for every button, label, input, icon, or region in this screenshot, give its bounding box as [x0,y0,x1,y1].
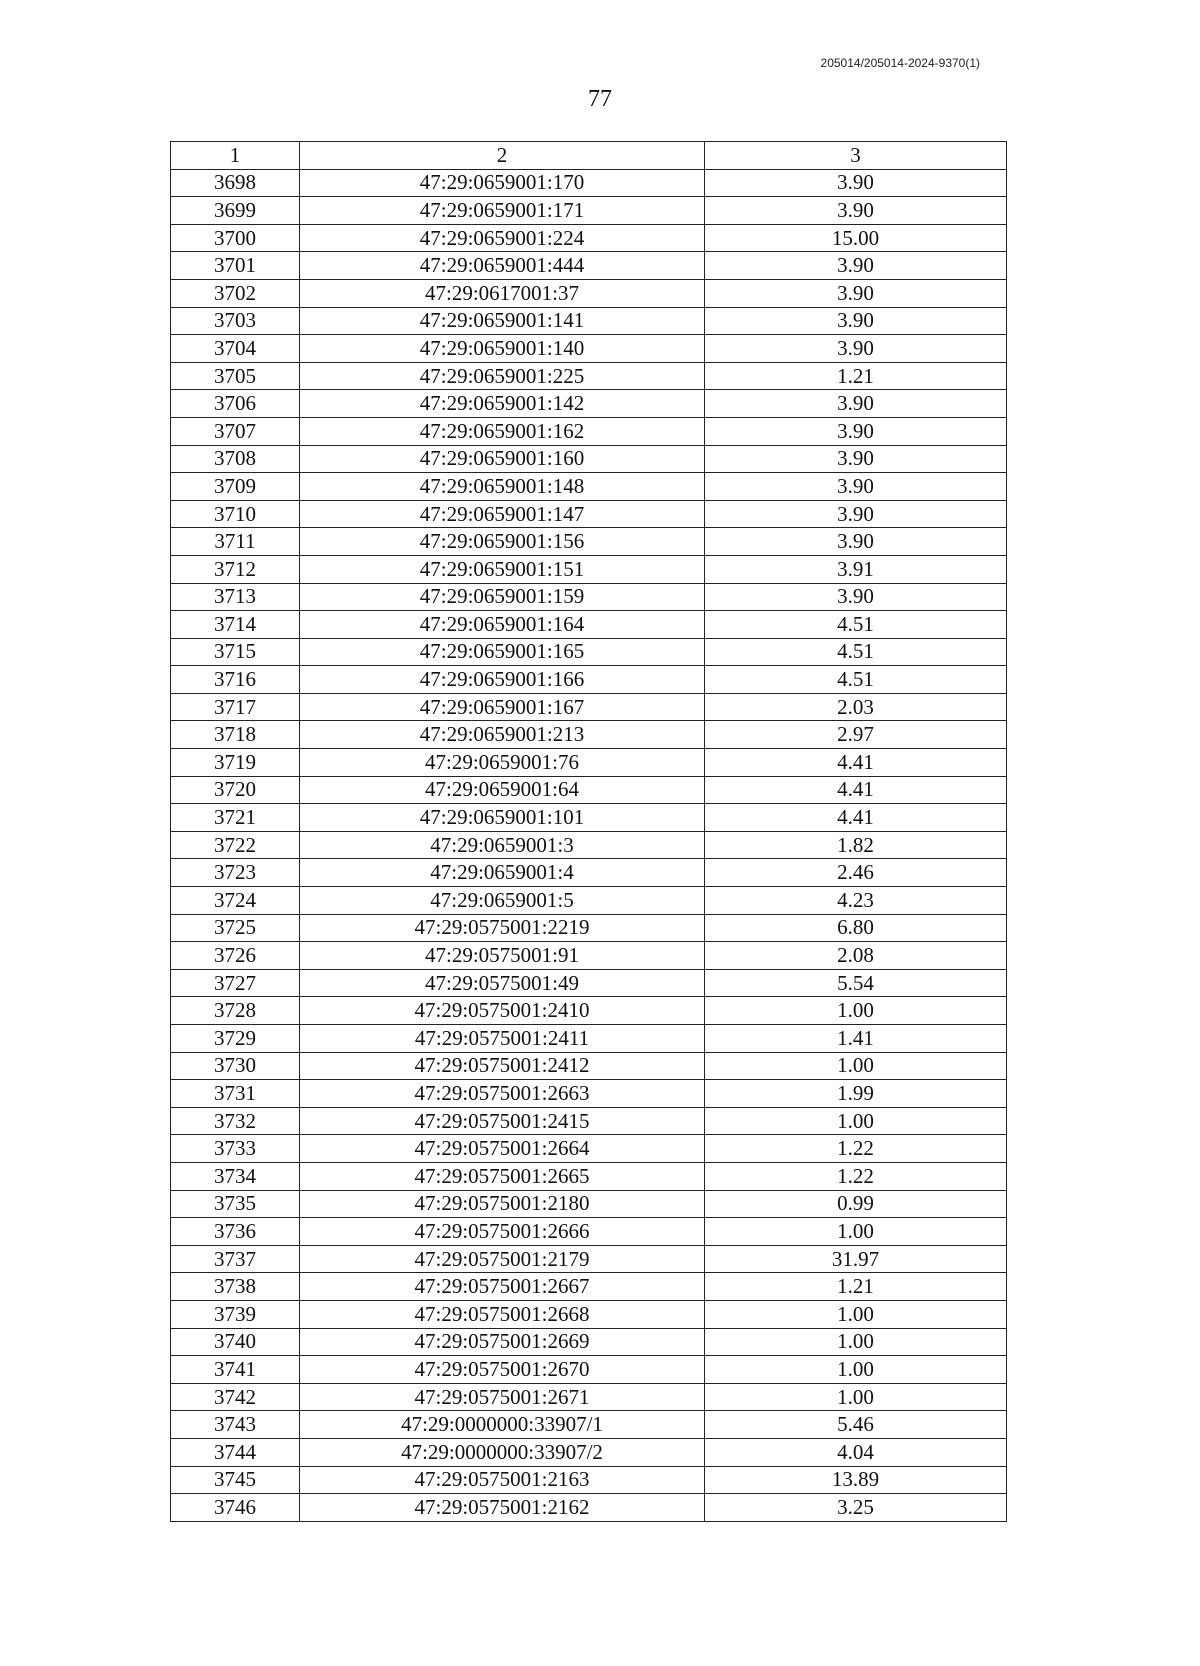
cadastral-number-cell: 47:29:0575001:2219 [300,914,705,942]
cadastral-number-cell: 47:29:0575001:2411 [300,1025,705,1053]
table-row [171,666,1007,694]
row-number-cell: 3717 [171,693,300,721]
header-row [171,142,1007,170]
table-row [171,1190,1007,1218]
cadastral-number-cell: 47:29:0659001:225 [300,362,705,390]
cadastral-number-cell: 47:29:0659001:160 [300,445,705,473]
table-row [171,638,1007,666]
value-cell: 3.91 [705,555,1007,583]
table-row [171,1328,1007,1356]
cadastral-number-cell: 47:29:0575001:2415 [300,1107,705,1135]
row-number-cell: 3721 [171,804,300,832]
table-row [171,224,1007,252]
cadastral-number-cell: 47:29:0575001:2663 [300,1080,705,1108]
value-cell: 3.90 [705,335,1007,363]
row-number-cell: 3703 [171,307,300,335]
table-row [171,169,1007,197]
value-cell: 3.90 [705,417,1007,445]
row-number-cell: 3715 [171,638,300,666]
row-number-cell: 3720 [171,776,300,804]
cadastral-number-cell: 47:29:0575001:2412 [300,1052,705,1080]
row-number-cell: 3707 [171,417,300,445]
row-number-cell: 3724 [171,887,300,915]
cadastral-number-cell: 47:29:0575001:2671 [300,1383,705,1411]
value-cell: 4.51 [705,666,1007,694]
cadastral-number-cell: 47:29:0575001:2162 [300,1494,705,1522]
value-cell: 15.00 [705,224,1007,252]
row-number-cell: 3739 [171,1300,300,1328]
table-row [171,1494,1007,1522]
row-number-cell: 3735 [171,1190,300,1218]
value-cell: 5.46 [705,1411,1007,1439]
row-number-cell: 3723 [171,859,300,887]
table-row [171,1162,1007,1190]
row-number-cell: 3704 [171,335,300,363]
table-row [171,1438,1007,1466]
table-row [171,831,1007,859]
row-number-cell: 3727 [171,969,300,997]
cadastral-number-cell: 47:29:0659001:64 [300,776,705,804]
cadastral-number-cell: 47:29:0659001:170 [300,169,705,197]
value-cell: 2.03 [705,693,1007,721]
row-number-cell: 3741 [171,1356,300,1384]
table-body [171,169,1007,1521]
cadastral-number-cell: 47:29:0659001:142 [300,390,705,418]
value-cell: 1.82 [705,831,1007,859]
table-row [171,1300,1007,1328]
cadastral-number-cell: 47:29:0659001:444 [300,252,705,280]
table-row [171,1080,1007,1108]
cadastral-number-cell: 47:29:0575001:2669 [300,1328,705,1356]
value-cell: 5.54 [705,969,1007,997]
value-cell: 3.25 [705,1494,1007,1522]
cadastral-number-cell: 47:29:0659001:167 [300,693,705,721]
row-number-cell: 3713 [171,583,300,611]
row-number-cell: 3733 [171,1135,300,1163]
value-cell: 2.46 [705,859,1007,887]
row-number-cell: 3746 [171,1494,300,1522]
value-cell: 1.22 [705,1135,1007,1163]
cadastral-number-cell: 47:29:0659001:213 [300,721,705,749]
value-cell: 3.90 [705,390,1007,418]
cadastral-number-cell: 47:29:0659001:3 [300,831,705,859]
value-cell: 0.99 [705,1190,1007,1218]
cadastral-number-cell: 47:29:0575001:2664 [300,1135,705,1163]
cadastral-number-cell: 47:29:0659001:140 [300,335,705,363]
row-number-cell: 3745 [171,1466,300,1494]
table-row [171,914,1007,942]
row-number-cell: 3700 [171,224,300,252]
table-row [171,1356,1007,1384]
table-row [171,1025,1007,1053]
value-cell: 31.97 [705,1245,1007,1273]
cadastral-number-cell: 47:29:0659001:162 [300,417,705,445]
table-row [171,942,1007,970]
row-number-cell: 3728 [171,997,300,1025]
table-row [171,528,1007,556]
cadastral-number-cell: 47:29:0659001:5 [300,887,705,915]
row-number-cell: 3730 [171,1052,300,1080]
row-number-cell: 3706 [171,390,300,418]
value-cell: 1.00 [705,997,1007,1025]
cadastral-number-cell: 47:29:0659001:4 [300,859,705,887]
cadastral-number-cell: 47:29:0659001:151 [300,555,705,583]
row-number-cell: 3740 [171,1328,300,1356]
value-cell: 13.89 [705,1466,1007,1494]
value-cell: 3.90 [705,197,1007,225]
value-cell: 2.97 [705,721,1007,749]
row-number-cell: 3708 [171,445,300,473]
column-header-3: 3 [705,142,1007,170]
page-number: 77 [588,86,612,112]
table-row [171,197,1007,225]
value-cell: 1.22 [705,1162,1007,1190]
row-number-cell: 3731 [171,1080,300,1108]
column-header-1: 1 [171,142,300,170]
value-cell: 1.41 [705,1025,1007,1053]
row-number-cell: 3729 [171,1025,300,1053]
value-cell: 4.41 [705,776,1007,804]
row-number-cell: 3742 [171,1383,300,1411]
value-cell: 3.90 [705,252,1007,280]
table-row [171,611,1007,639]
cadastral-number-cell: 47:29:0659001:76 [300,749,705,777]
table-row [171,1245,1007,1273]
row-number-cell: 3698 [171,169,300,197]
value-cell: 3.90 [705,279,1007,307]
table-row [171,362,1007,390]
row-number-cell: 3699 [171,197,300,225]
cadastral-number-cell: 47:29:0659001:224 [300,224,705,252]
row-number-cell: 3736 [171,1218,300,1246]
row-number-cell: 3737 [171,1245,300,1273]
value-cell: 4.04 [705,1438,1007,1466]
value-cell: 1.00 [705,1300,1007,1328]
row-number-cell: 3725 [171,914,300,942]
table-row [171,997,1007,1025]
table-row [171,252,1007,280]
cadastral-number-cell: 47:29:0575001:2180 [300,1190,705,1218]
table-row [171,555,1007,583]
cadastral-number-cell: 47:29:0575001:2665 [300,1162,705,1190]
table-row [171,583,1007,611]
cadastral-number-cell: 47:29:0659001:147 [300,500,705,528]
table-row [171,721,1007,749]
value-cell: 1.00 [705,1052,1007,1080]
cadastral-number-cell: 47:29:0575001:2667 [300,1273,705,1301]
value-cell: 1.99 [705,1080,1007,1108]
table-row [171,390,1007,418]
row-number-cell: 3732 [171,1107,300,1135]
cadastral-number-cell: 47:29:0659001:166 [300,666,705,694]
row-number-cell: 3726 [171,942,300,970]
cadastral-number-cell: 47:29:0659001:141 [300,307,705,335]
row-number-cell: 3743 [171,1411,300,1439]
column-header-2: 2 [300,142,705,170]
row-number-cell: 3710 [171,500,300,528]
cadastral-number-cell: 47:29:0575001:2666 [300,1218,705,1246]
table-row [171,500,1007,528]
value-cell: 3.90 [705,500,1007,528]
table-row [171,279,1007,307]
value-cell: 4.23 [705,887,1007,915]
row-number-cell: 3702 [171,279,300,307]
cadastral-number-cell: 47:29:0575001:2410 [300,997,705,1025]
value-cell: 1.00 [705,1356,1007,1384]
cadastral-number-cell: 47:29:0659001:148 [300,473,705,501]
cadastral-number-cell: 47:29:0000000:33907/2 [300,1438,705,1466]
cadastral-number-cell: 47:29:0575001:49 [300,969,705,997]
table-row [171,445,1007,473]
value-cell: 1.21 [705,1273,1007,1301]
value-cell: 1.00 [705,1218,1007,1246]
table-row [171,1466,1007,1494]
row-number-cell: 3705 [171,362,300,390]
cadastral-number-cell: 47:29:0000000:33907/1 [300,1411,705,1439]
cadastral-number-cell: 47:29:0659001:101 [300,804,705,832]
value-cell: 3.90 [705,169,1007,197]
table-row [171,693,1007,721]
table-row [171,1273,1007,1301]
value-cell: 4.41 [705,804,1007,832]
cadastral-number-cell: 47:29:0659001:165 [300,638,705,666]
value-cell: 3.90 [705,583,1007,611]
cadastral-number-cell: 47:29:0575001:2670 [300,1356,705,1384]
row-number-cell: 3709 [171,473,300,501]
table-row [171,1135,1007,1163]
row-number-cell: 3719 [171,749,300,777]
table-row [171,1107,1007,1135]
row-number-cell: 3716 [171,666,300,694]
table-row [171,473,1007,501]
table-header [171,142,1007,170]
cadastral-number-cell: 47:29:0617001:37 [300,279,705,307]
value-cell: 3.90 [705,528,1007,556]
value-cell: 4.51 [705,611,1007,639]
row-number-cell: 3744 [171,1438,300,1466]
table-row [171,1383,1007,1411]
value-cell: 3.90 [705,307,1007,335]
row-number-cell: 3738 [171,1273,300,1301]
cadastral-number-cell: 47:29:0575001:91 [300,942,705,970]
cadastral-number-cell: 47:29:0659001:156 [300,528,705,556]
row-number-cell: 3711 [171,528,300,556]
table-row [171,307,1007,335]
value-cell: 2.08 [705,942,1007,970]
value-cell: 1.00 [705,1107,1007,1135]
row-number-cell: 3714 [171,611,300,639]
row-number-cell: 3712 [171,555,300,583]
value-cell: 4.41 [705,749,1007,777]
table-row [171,417,1007,445]
value-cell: 6.80 [705,914,1007,942]
cadastral-number-cell: 47:29:0659001:159 [300,583,705,611]
cadastral-number-cell: 47:29:0575001:2179 [300,1245,705,1273]
value-cell: 4.51 [705,638,1007,666]
table-row [171,887,1007,915]
value-cell: 3.90 [705,445,1007,473]
row-number-cell: 3734 [171,1162,300,1190]
table-row [171,776,1007,804]
table-row [171,749,1007,777]
value-cell: 3.90 [705,473,1007,501]
row-number-cell: 3722 [171,831,300,859]
value-cell: 1.00 [705,1328,1007,1356]
row-number-cell: 3718 [171,721,300,749]
registry-table [170,141,1007,1522]
table-row [171,1411,1007,1439]
table-row [171,1218,1007,1246]
row-number-cell: 3701 [171,252,300,280]
table-row [171,859,1007,887]
table-row [171,969,1007,997]
table-row [171,804,1007,832]
value-cell: 1.21 [705,362,1007,390]
cadastral-number-cell: 47:29:0575001:2668 [300,1300,705,1328]
table-row [171,1052,1007,1080]
document-id: 205014/205014-2024-9370(1) [820,56,980,70]
cadastral-number-cell: 47:29:0659001:171 [300,197,705,225]
value-cell: 1.00 [705,1383,1007,1411]
table-row [171,335,1007,363]
cadastral-number-cell: 47:29:0659001:164 [300,611,705,639]
cadastral-number-cell: 47:29:0575001:2163 [300,1466,705,1494]
